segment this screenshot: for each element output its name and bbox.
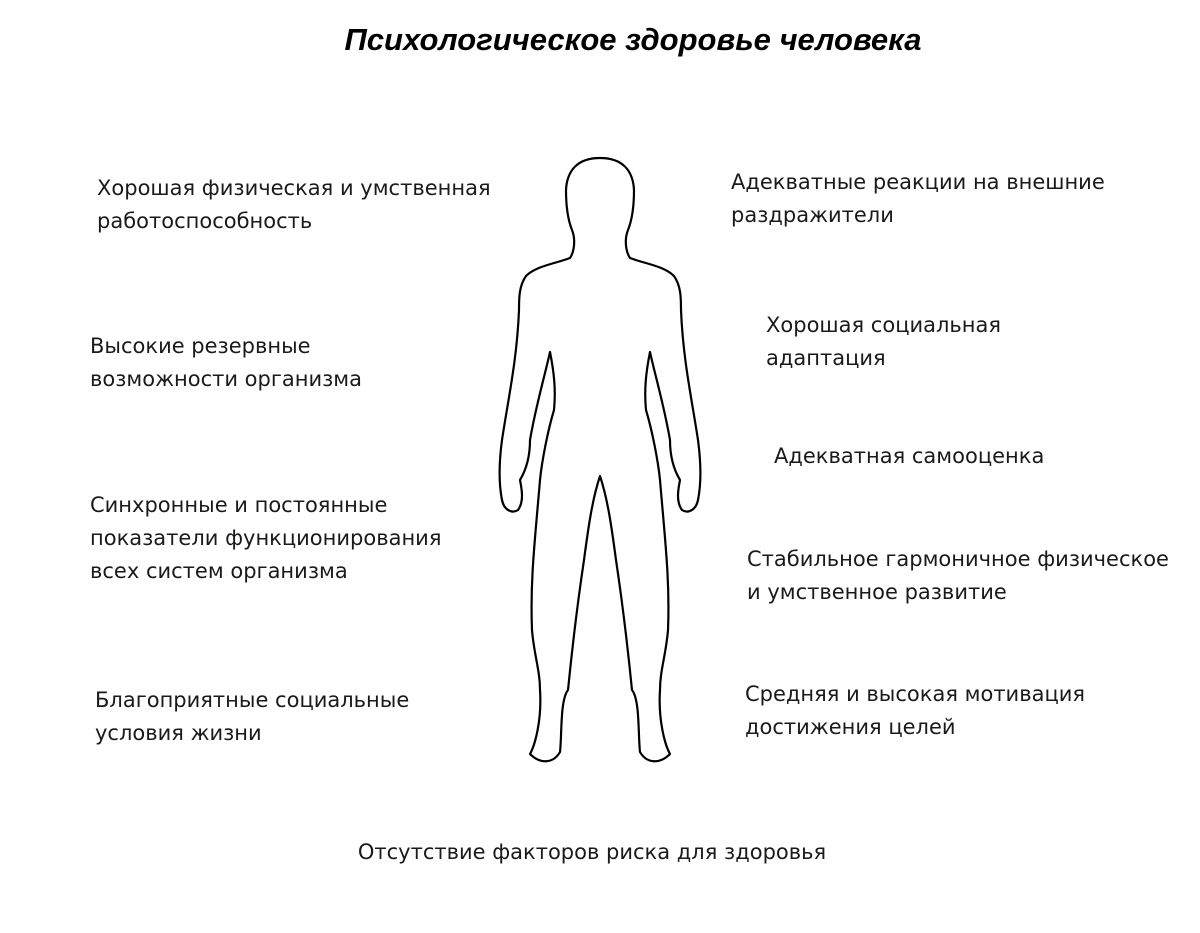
label-line: Высокие резервные xyxy=(90,334,311,358)
label-line: работоспособность xyxy=(97,209,313,233)
label-line: достижения целей xyxy=(745,715,956,739)
label-line: Благоприятные социальные xyxy=(95,688,410,712)
label-line: Адекватная самооценка xyxy=(774,444,1045,468)
label-line: возможности организма xyxy=(90,367,363,391)
label-line: Хорошая физическая и умственная xyxy=(97,176,491,200)
label-line: всех систем организма xyxy=(90,559,348,583)
label-line: условия жизни xyxy=(95,721,262,745)
label-line: показатели функционирования xyxy=(90,526,442,550)
label-line: Хорошая социальная xyxy=(766,313,1002,337)
label-line: раздражители xyxy=(731,203,894,227)
label-line: и умственное развитие xyxy=(747,580,1007,604)
label-line: адаптация xyxy=(766,346,886,370)
label-line: Стабильное гармоничное физическое xyxy=(747,547,1169,571)
label-line: Адекватные реакции на внешние xyxy=(731,170,1105,194)
label-line: Средняя и высокая мотивация xyxy=(745,682,1086,706)
diagram-title: Психологическое здоровье человека xyxy=(344,22,922,57)
label-line: Синхронные и постоянные xyxy=(90,493,388,517)
footer-label: Отсутствие факторов риска для здоровья xyxy=(357,840,827,864)
